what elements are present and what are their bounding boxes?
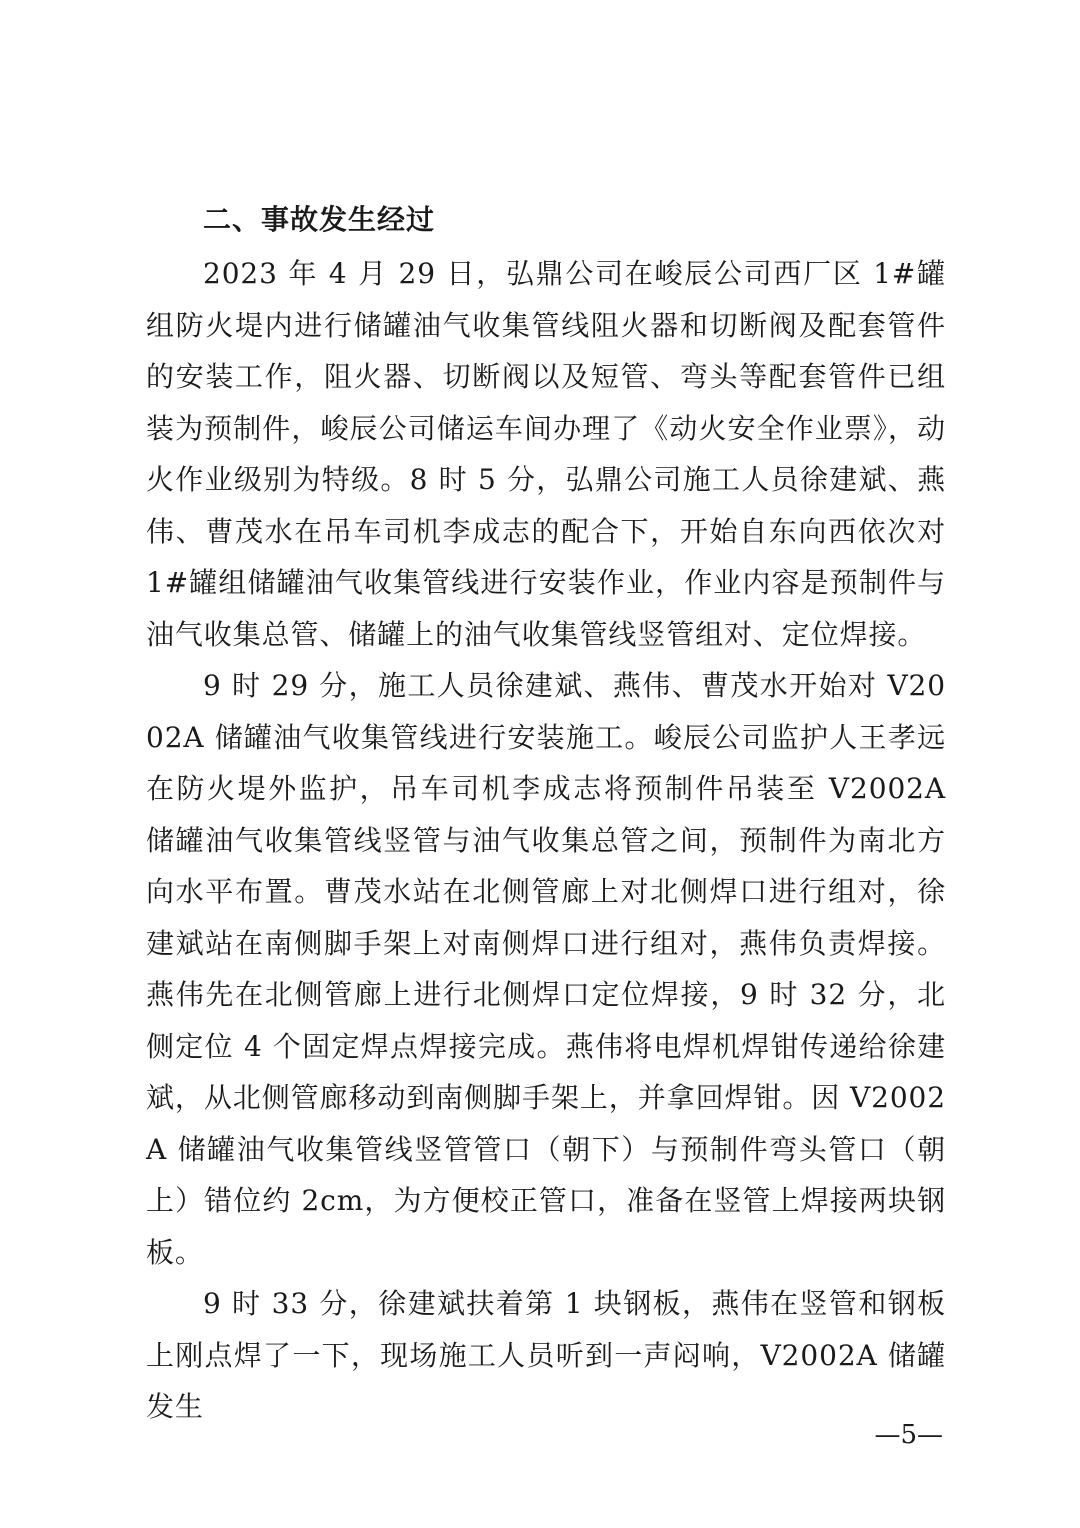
section-body	[146, 248, 946, 1433]
paragraph-1: 2023 年 4 月 29 日，弘鼎公司在峻辰公司西厂区 1#罐组防火堤内进行储罐油气收集管线阻火器和切断阀及配套管件的安装工作，阻火器、切断阀以及短管、弯头等配套管件已组装为预制件，峻辰公司储运车间办理了《动火安全作业票》，动火作业级别为特级。8 时 5 分，弘鼎公司施工人员徐建斌、燕伟、曹茂水在吊车司机李成志的配合下，开始自东向西依次对 1#罐组储罐油气收集管线进行安装作业，作业内容是预制件与油气收集总管、储罐上的油气收集管线竖管组对、定位焊接。	[146, 257, 946, 651]
section-heading: 二、事故发生经过	[203, 203, 436, 236]
paragraph-2: 9 时 29 分，施工人员徐建斌、燕伟、曹茂水开始对 V2002A 储罐油气收集管线进行安装施工。峻辰公司监护人王孝远在防火堤外监护，吊车司机李成志将预制件吊装至 V2002A 储罐油气收集管线竖管与油气收集总管之间，预制件为南北方向水平布置。曹茂水站在北侧管廊上对北侧焊口进行组对，徐建斌站在南侧脚手架上对南侧焊口进行组对，燕伟负责焊接。燕伟先在北侧管廊上进行北侧焊口定位焊接，9 时 32 分，北侧定位 4 个固定焊点焊接完成。燕伟将电焊机焊钳传递给徐建斌，从北侧管廊移动到南侧脚手架上，并拿回焊钳。因 V2002A 储罐油气收集管线竖管管口（朝下）与预制件弯头管口（朝上）错位约 2cm，为方便校正管口，准备在竖管上焊接两块钢板。	[146, 669, 946, 1269]
paragraph-3: 9 时 33 分，徐建斌扶着第 1 块钢板，燕伟在竖管和钢板上刚点焊了一下，现场施工人员听到一声闷响，V2002A 储罐发生	[146, 1287, 946, 1423]
page-number: —5—	[874, 1420, 943, 1450]
